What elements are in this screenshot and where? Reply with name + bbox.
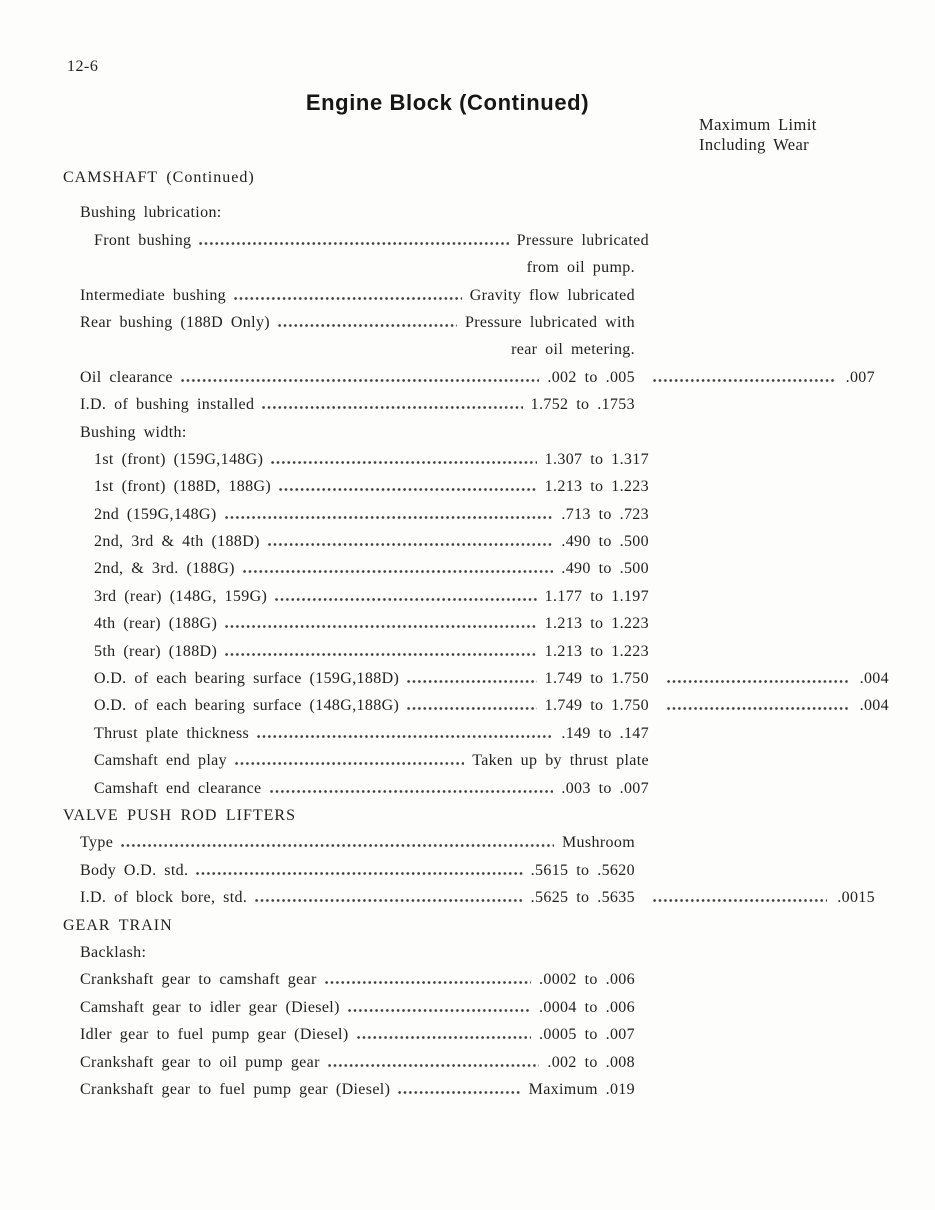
spec-row <box>63 314 871 341</box>
dot-leader <box>196 872 522 875</box>
row-main <box>63 451 649 469</box>
section-heading: CAMSHAFT (Continued) <box>63 169 255 186</box>
row-main <box>63 752 649 770</box>
spec-value: 1.213 to 1.223 <box>544 642 649 660</box>
row-main <box>63 862 635 880</box>
spec-value: 1.307 to 1.317 <box>544 450 649 468</box>
spec-label: Camshaft end clearance <box>94 779 262 797</box>
spec-label: Camshaft end play <box>94 752 227 770</box>
spec-value: 1.213 to 1.223 <box>544 615 649 633</box>
dot-leader <box>653 899 827 902</box>
spec-label: 4th (rear) (188G) <box>94 615 218 633</box>
row-main <box>63 506 649 524</box>
spec-row <box>63 999 871 1026</box>
row-main <box>63 944 635 962</box>
row-main <box>63 725 649 743</box>
spec-label: Thrust plate thickness <box>94 724 250 742</box>
spec-row <box>63 506 871 533</box>
dot-leader <box>398 1091 520 1094</box>
dot-leader <box>667 680 850 683</box>
subheading-label: Backlash: <box>80 943 147 961</box>
row-main <box>63 670 649 688</box>
spec-value: 1.177 to 1.197 <box>544 587 649 605</box>
dot-leader <box>225 653 537 656</box>
spec-label: 2nd, 3rd & 4th (188D) <box>94 533 260 551</box>
spec-label: Body O.D. std. <box>80 861 189 879</box>
spec-value: .490 to .500 <box>561 533 649 551</box>
max-limit-cell <box>649 697 889 715</box>
page-title: Engine Block (Continued) <box>305 90 590 115</box>
spec-section <box>63 806 875 917</box>
subheading-row <box>63 944 871 971</box>
dot-leader <box>199 242 508 245</box>
dot-leader <box>667 707 850 710</box>
spec-value: Gravity flow lubricated <box>469 286 635 304</box>
spec-value: Taken up by thrust plate <box>472 752 649 770</box>
spec-label: Type <box>80 834 114 852</box>
max-limit-column-header <box>699 115 817 154</box>
spec-value: .149 to .147 <box>561 724 649 742</box>
max-limit-value: .007 <box>845 368 875 386</box>
spec-row <box>63 396 871 423</box>
dot-leader <box>121 844 554 847</box>
spec-row <box>63 725 871 752</box>
spec-label: Intermediate bushing <box>80 286 227 304</box>
spec-value: .0005 to .007 <box>539 1026 635 1044</box>
spec-section <box>63 917 871 1109</box>
spec-label: I.D. of bushing installed <box>80 396 255 414</box>
dot-leader <box>279 488 537 491</box>
max-limit-header-line1: Maximum Limit <box>699 115 817 134</box>
dot-leader <box>278 324 457 327</box>
spec-label: 1st (front) (188D, 188G) <box>94 478 272 496</box>
max-limit-cell <box>649 670 889 688</box>
spec-content <box>63 169 889 1108</box>
spec-label: Crankshaft gear to camshaft gear <box>80 971 317 989</box>
page-number: 12-6 <box>67 58 99 75</box>
spec-label: Rear bushing (188D Only) <box>80 313 270 331</box>
dot-leader <box>270 790 554 793</box>
spec-row <box>63 478 871 505</box>
continuation-row <box>63 341 871 368</box>
max-limit-value: .004 <box>859 670 889 688</box>
row-main <box>63 533 649 551</box>
row-main <box>63 314 635 332</box>
dot-leader <box>262 406 522 409</box>
max-limit-cell <box>635 369 875 387</box>
spec-label: Front bushing <box>94 231 192 249</box>
row-main <box>63 424 635 442</box>
spec-value: .490 to .500 <box>561 560 649 578</box>
spec-label: 1st (front) (159G,148G) <box>94 450 264 468</box>
spec-value: Pressure lubricated <box>516 231 649 249</box>
row-main <box>63 1081 635 1099</box>
subheading-row <box>63 204 871 231</box>
max-limit-header-line2: Including Wear <box>699 134 810 154</box>
dot-leader <box>255 899 522 902</box>
row-main <box>63 396 635 414</box>
spec-value: 1.749 to 1.750 <box>544 670 649 688</box>
spec-label: 5th (rear) (188D) <box>94 642 218 660</box>
spec-section <box>63 169 889 807</box>
max-limit-cell <box>635 889 875 907</box>
spec-label: Oil clearance <box>80 368 173 386</box>
spec-row <box>63 780 871 807</box>
dot-leader <box>407 707 536 710</box>
spec-row <box>63 752 871 779</box>
spec-label: Crankshaft gear to oil pump gear <box>80 1053 320 1071</box>
spec-row <box>63 588 871 615</box>
row-main <box>63 204 635 222</box>
continuation-value: from oil pump. <box>526 259 635 277</box>
spec-label: I.D. of block bore, std. <box>80 889 248 907</box>
row-main <box>63 560 649 578</box>
spec-value: 1.752 to .1753 <box>530 396 635 414</box>
spec-row <box>63 971 871 998</box>
spec-row <box>63 862 871 889</box>
spec-value: Mushroom <box>561 834 635 852</box>
row-main <box>63 834 635 852</box>
row-main <box>63 232 649 250</box>
row-main <box>63 369 635 387</box>
row-main <box>63 478 649 496</box>
subheading-row <box>63 424 871 451</box>
spec-value: .002 to .008 <box>547 1053 635 1071</box>
row-main <box>63 1026 635 1044</box>
dot-leader <box>275 598 536 601</box>
row-main <box>63 889 635 907</box>
row-main <box>63 643 649 661</box>
dot-leader <box>348 1009 531 1012</box>
dot-leader <box>234 297 462 300</box>
dot-leader <box>243 570 554 573</box>
spec-row <box>63 368 875 396</box>
section-heading: GEAR TRAIN <box>63 916 173 934</box>
spec-value: .5615 to .5620 <box>530 861 635 879</box>
row-main <box>63 259 635 277</box>
row-main <box>63 287 635 305</box>
spec-label: O.D. of each bearing surface (159G,188D) <box>94 670 400 688</box>
max-limit-value: .0015 <box>837 889 875 907</box>
row-main <box>63 697 649 715</box>
spec-value: .002 to .005 <box>547 368 635 386</box>
dot-leader <box>257 735 553 738</box>
continuation-row <box>63 259 871 286</box>
spec-row <box>63 232 871 259</box>
spec-value: Maximum .019 <box>528 1080 635 1098</box>
continuation-value: rear oil metering. <box>511 341 635 359</box>
spec-value: .0002 to .006 <box>539 971 635 989</box>
row-main <box>63 615 649 633</box>
spec-label: Camshaft gear to idler gear (Diesel) <box>80 998 340 1016</box>
row-main <box>63 588 649 606</box>
row-main <box>63 971 635 989</box>
spec-value: 1.213 to 1.223 <box>544 478 649 496</box>
dot-leader <box>407 680 536 683</box>
subheading-label: Bushing width: <box>80 423 187 441</box>
spec-label: 3rd (rear) (148G, 159G) <box>94 587 268 605</box>
dot-leader <box>225 625 537 628</box>
spec-row <box>63 615 871 642</box>
row-main <box>63 999 635 1017</box>
spec-label: 2nd (159G,148G) <box>94 505 217 523</box>
spec-label: Crankshaft gear to fuel pump gear (Diesel) <box>80 1080 391 1098</box>
subheading-label: Bushing lubrication: <box>80 204 222 222</box>
spec-label: Idler gear to fuel pump gear (Diesel) <box>80 1026 349 1044</box>
dot-leader <box>235 762 464 765</box>
spec-value: .0004 to .006 <box>539 998 635 1016</box>
spec-value: .713 to .723 <box>561 505 649 523</box>
spec-row <box>63 560 871 587</box>
dot-leader <box>653 379 836 382</box>
section-heading: VALVE PUSH ROD LIFTERS <box>63 806 296 824</box>
spec-row <box>63 834 871 861</box>
spec-value: .003 to .007 <box>561 779 649 797</box>
spec-label: 2nd, & 3rd. (188G) <box>94 560 235 578</box>
row-main <box>63 1054 635 1072</box>
spec-row <box>63 1054 871 1081</box>
dot-leader <box>225 516 554 519</box>
spec-label: O.D. of each bearing surface (148G,188G) <box>94 697 400 715</box>
spec-row <box>63 889 875 916</box>
spec-value: 1.749 to 1.750 <box>544 697 649 715</box>
max-limit-value: .004 <box>859 697 889 715</box>
dot-leader <box>328 1064 540 1067</box>
dot-leader <box>271 461 536 464</box>
spec-row <box>63 533 871 560</box>
dot-leader <box>268 543 554 546</box>
spec-value: .5625 to .5635 <box>530 889 635 907</box>
spec-row <box>63 451 871 478</box>
dot-leader <box>325 981 531 984</box>
spec-row <box>63 697 889 724</box>
spec-row <box>63 643 871 670</box>
row-main <box>63 341 635 359</box>
spec-row <box>63 1026 871 1053</box>
spec-row <box>63 670 889 697</box>
spec-row <box>63 1081 871 1108</box>
dot-leader <box>181 379 539 382</box>
spec-value: Pressure lubricated with <box>464 313 635 331</box>
spec-row <box>63 287 871 314</box>
row-main <box>63 780 649 798</box>
dot-leader <box>357 1036 531 1039</box>
